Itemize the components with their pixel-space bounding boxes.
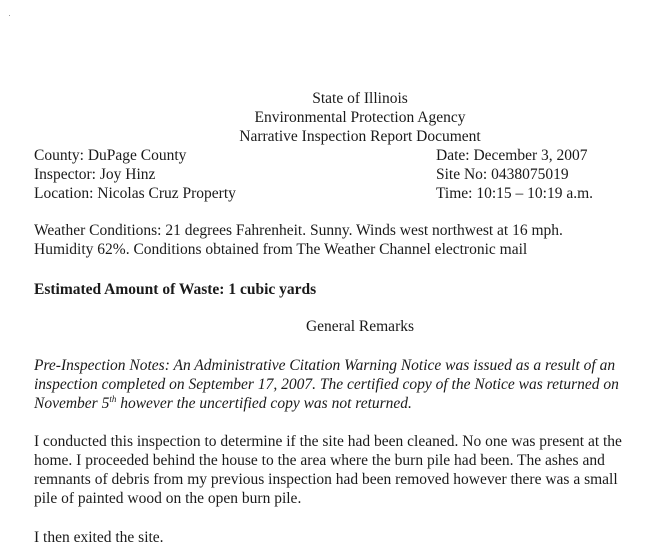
- header-document-title: Narrative Inspection Report Document: [239, 128, 481, 145]
- notes-line: [34, 394, 619, 413]
- date-field: Date: December 3, 2007: [436, 147, 588, 164]
- report-meta-left: [34, 146, 236, 203]
- weather-conditions: [34, 221, 672, 259]
- county-field: County: DuPage County: [34, 147, 187, 164]
- scan-speck: [9, 15, 10, 16]
- narrative-line: I conducted this inspection to determine if the site had been cleaned. No one was present at the: [34, 433, 622, 450]
- narrative-line: remnants of debris from my previous inspection had been removed however there was a small: [34, 471, 618, 488]
- inspection-narrative: [34, 432, 622, 508]
- inspector-field: Inspector: Joy Hinz: [34, 166, 156, 183]
- weather-line: Weather Conditions: 21 degrees Fahrenheit. Sunny. Winds west northwest at 16 mph.: [34, 222, 563, 239]
- location-field: Location: Nicolas Cruz Property: [34, 185, 236, 202]
- header-state: State of Illinois: [312, 90, 408, 107]
- report-header: [0, 89, 672, 146]
- header-agency: Environmental Protection Agency: [254, 109, 466, 126]
- notes-date-text: November 5: [34, 395, 110, 412]
- weather-line: Humidity 62%. Conditions obtained from The Weather Channel electronic mail: [34, 241, 528, 258]
- notes-line: inspection completed on September 17, 2007. The certified copy of the Notice was returned on: [34, 376, 619, 393]
- time-field: Time: 10:15 – 10:19 a.m.: [436, 185, 594, 202]
- closing-sentence: I then exited the site.: [34, 529, 164, 546]
- report-meta-right: [436, 146, 593, 203]
- estimated-waste: Estimated Amount of Waste: 1 cubic yards: [34, 281, 317, 298]
- ordinal-suffix: th: [109, 394, 117, 404]
- notes-line-end: however the uncertified copy was not returned.: [116, 395, 412, 412]
- narrative-line: home. I proceeded behind the house to the area where the burn pile had been. The ashes and: [34, 452, 605, 469]
- narrative-line: pile of painted wood on the open burn pile.: [34, 490, 302, 507]
- general-remarks-heading: General Remarks: [305, 318, 415, 335]
- site-number-field: Site No: 0438075019: [436, 166, 569, 183]
- notes-line: Pre-Inspection Notes: An Administrative Citation Warning Notice was issued as a result of an: [34, 357, 616, 374]
- pre-inspection-notes: [34, 356, 619, 413]
